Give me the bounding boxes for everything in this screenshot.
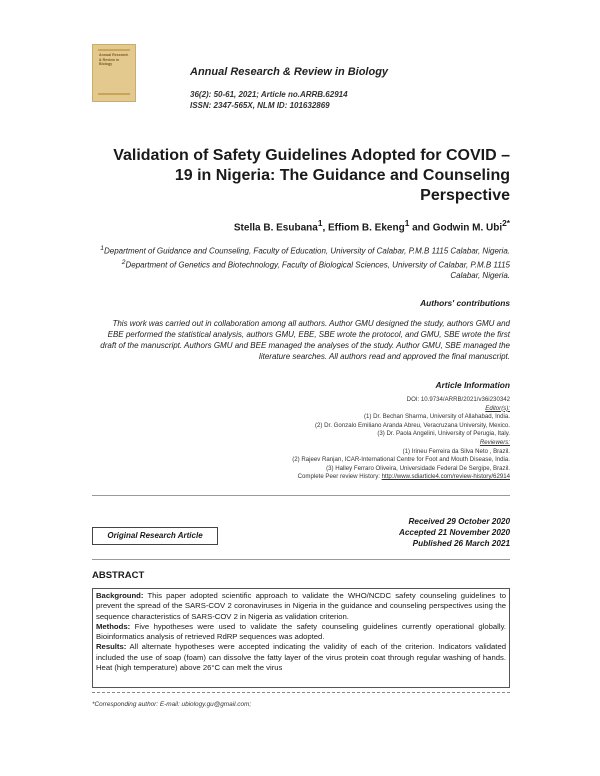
reviewer-entry: (2) Rajeev Ranjan, ICAR-International Centre for Foot and Mouth Disease, India. bbox=[292, 456, 510, 464]
abstract-section-label: Results: bbox=[96, 642, 127, 652]
review-history-label: Complete Peer review History: bbox=[297, 473, 382, 481]
reviewers-heading: Reviewers: bbox=[479, 438, 510, 446]
paper-title: Validation of Safety Guidelines Adopted for COVID – 19 in Nigeria: The Guidance and Counseling Perspective bbox=[113, 147, 510, 204]
affiliation-sup: 2 bbox=[121, 258, 126, 266]
abstract-section bbox=[96, 591, 506, 622]
divider bbox=[92, 495, 510, 496]
author-sup: 1 bbox=[317, 218, 323, 228]
author-list bbox=[100, 218, 510, 233]
journal-cover-thumbnail bbox=[92, 44, 136, 102]
reviewer-entry: (1) Irineu Ferreira da Silva Neto , Brazil. bbox=[402, 447, 510, 455]
affiliation bbox=[100, 257, 510, 282]
received-date: Received 29 October 2020 bbox=[408, 517, 510, 526]
abstract-section bbox=[96, 642, 506, 673]
abstract-section-label: Background: bbox=[96, 591, 144, 600]
issn: ISSN: 2347-565X, NLM ID: 101632869 bbox=[190, 101, 330, 110]
published-date: Published 26 March 2021 bbox=[412, 539, 510, 548]
abstract-section-text: All alternate hypotheses were accepted indicating the validity of each of the criterion. Indicators validated included the use of soap (foam) can dissolve the fatty layer of the virus protein coat through regular washing of hands. Heat (high temperature) above 26°C can melt the virus bbox=[96, 642, 506, 673]
cover-stripe bbox=[98, 49, 130, 51]
article-info-heading: Article Information bbox=[435, 380, 510, 390]
author-name: Godwin M. Ubi bbox=[432, 222, 503, 234]
doi: DOI: 10.9734/ARRB/2021/v36i230342 bbox=[406, 396, 510, 403]
review-history bbox=[100, 473, 510, 482]
author-name: Stella B. Esubana bbox=[233, 222, 318, 234]
author-name: Effiom B. Ekeng bbox=[328, 222, 405, 234]
author-separator: , bbox=[322, 222, 329, 234]
citation: 36(2): 50-61, 2021; Article no.ARRB.62914 bbox=[190, 90, 348, 99]
cover-title: Annual Research & Review in Biology bbox=[99, 53, 129, 66]
abstract-section bbox=[96, 622, 506, 643]
abstract-section-text: Five hypotheses were used to validate the safety counseling guidelines currently operational globally. Bioinformatics analysis of retrieved RdRP sequences was adopted. bbox=[96, 621, 506, 642]
publication-dates bbox=[300, 516, 510, 549]
accepted-date: Accepted 21 November 2020 bbox=[398, 528, 510, 537]
footnote-divider bbox=[92, 692, 510, 693]
affiliation-text: Department of Guidance and Counseling, Faculty of Education, University of Calabar, P.M.B 1115 Calabar, Nigeria. bbox=[104, 246, 510, 256]
article-type-box: Original Research Article bbox=[92, 527, 218, 545]
affiliation-sup: 1 bbox=[100, 245, 104, 252]
editor-entry: (1) Dr. Bechan Sharma, University of Allahabad, India. bbox=[364, 413, 510, 421]
author-sup: 1 bbox=[404, 218, 410, 228]
abstract-section-label: Methods: bbox=[96, 621, 131, 631]
abstract-box bbox=[92, 588, 510, 688]
contributions-text: This work was carried out in collaboration among all authors. Author GMU designed the study, authors GMU and EBE performed the statistical analysis, authors GMU, EBE, SBE wrote the protocol, and GMU, SBE wrote the first draft of the manuscript. Authors GMU and BEE managed the analyses of the study. Author GMU, SBE managed the literature searches. All authors read and approved the final manuscript. bbox=[100, 319, 510, 361]
cover-stripe bbox=[98, 93, 130, 95]
author-sup: 2* bbox=[502, 218, 510, 228]
corresponding-author-footnote: *Corresponding author: E-mail: ubiology.gu@gmail.com; bbox=[92, 701, 252, 708]
divider bbox=[92, 559, 510, 560]
journal-issue-block bbox=[190, 89, 348, 111]
editors-heading: Editor(s): bbox=[485, 404, 510, 412]
editor-entry: (2) Dr. Gonzalo Emiliano Aranda Abreu, Veracruzana University, Mexico. bbox=[315, 421, 510, 429]
affiliation bbox=[100, 243, 510, 257]
editor-entry: (3) Dr. Paola Angelini, University of Perugia, Italy. bbox=[377, 430, 510, 438]
affiliation-text: Department of Genetics and Biotechnology, Faculty of Biological Sciences, University of Calabar, P.M.B 1115 Calabar, Nigeria. bbox=[125, 260, 510, 281]
review-history-link[interactable]: http://www.sdiarticle4.com/review-history/62914 bbox=[381, 473, 510, 481]
abstract-section-text: This paper adopted scientific approach to validate the WHO/NCDC safety counseling guidelines to prevent the spread of the SARS-COV 2 coronaviruses in Nigeria in the guidance and counseling perspectives using the sequence characteristics of SARS-COV 2 in Nigeria as validation criterion. bbox=[96, 591, 506, 621]
reviewer-entry: (3) Halley Ferraro Oliveira, Universidade Federal De Sergipe, Brazil. bbox=[326, 464, 510, 472]
abstract-heading: ABSTRACT bbox=[92, 570, 145, 581]
affiliations bbox=[100, 243, 510, 281]
contributions-heading: Authors' contributions bbox=[420, 298, 510, 308]
article-info bbox=[100, 396, 510, 482]
journal-name: Annual Research & Review in Biology bbox=[190, 66, 389, 78]
author-separator: and bbox=[409, 222, 433, 234]
